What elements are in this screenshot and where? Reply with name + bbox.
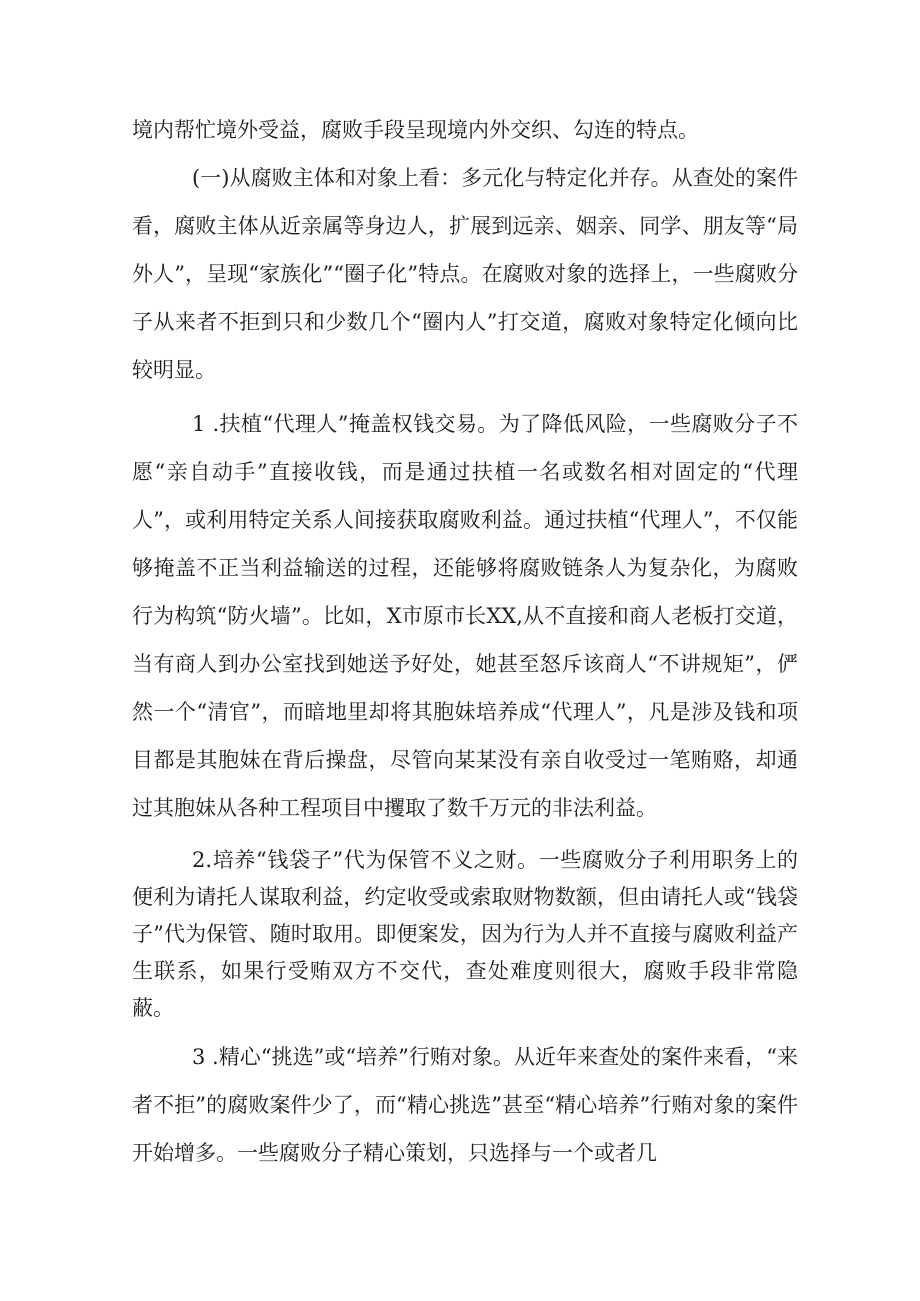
paragraph-item-two: 2.培养“钱袋子”代为保管不义之财。一些腐败分子利用职务上的便利为请托人谋取利益，约定收受或索取财物数额，但由请托人或“钱袋子”代为保管、随时取用。即便案发，因为行为人并不直接与腐败利益产生联系，如果行受贿双方不交代，查处难度则很大，腐败手段非常隐蔽。 bbox=[132, 848, 798, 1020]
paragraph-continuation: 境内帮忙境外受益，腐败手段呈现境内外交织、勾连的特点。 bbox=[132, 118, 699, 142]
document-body bbox=[132, 106, 798, 1177]
paragraph-section-one: (一)从腐败主体和对象上看：多元化与特定化并存。从查处的案件看，腐败主体从近亲属等身边人，扩展到远亲、姻亲、同学、朋友等“局外人”，呈现“家族化”“圈子化”特点。在腐败对象的选择上，一些腐败分子从来者不拒到只和少数几个“圈内人”打交道，腐败对象特定化倾向比较明显。 bbox=[132, 166, 798, 382]
paragraph-item-one: 1 .扶植“代理人”掩盖权钱交易。为了降低风险，一些腐败分子不愿“亲自动手”直接收钱，而是通过扶植一名或数名相对固定的“代理人”，或利用特定关系人间接获取腐败利益。通过扶植“代理人”，不仅能够掩盖不正当利益输送的过程，还能够将腐败链条人为复杂化，为腐败行为构筑“防火墙”。比如，X市原市长XX,从不直接和商人老板打交道，当有商人到办公室找到她送予好处，她甚至怒斥该商人“不讲规矩”，俨然一个“清官”，而暗地里却将其胞妹培养成“代理人”，凡是涉及钱和项目都是其胞妹在背后操盘，尽管向某某没有亲自收受过一笔贿赂，却通过其胞妹从各种工程项目中攫取了数千万元的非法利益。 bbox=[132, 412, 798, 820]
paragraph-item-three: 3 .精心“挑选”或“培养”行贿对象。从近年来查处的案件来看，“来者不拒”的腐败案件少了，而“精心挑选”甚至“精心培养”行贿对象的案件开始增多。一些腐败分子精心策划，只选择与一个或者几 bbox=[132, 1045, 798, 1165]
